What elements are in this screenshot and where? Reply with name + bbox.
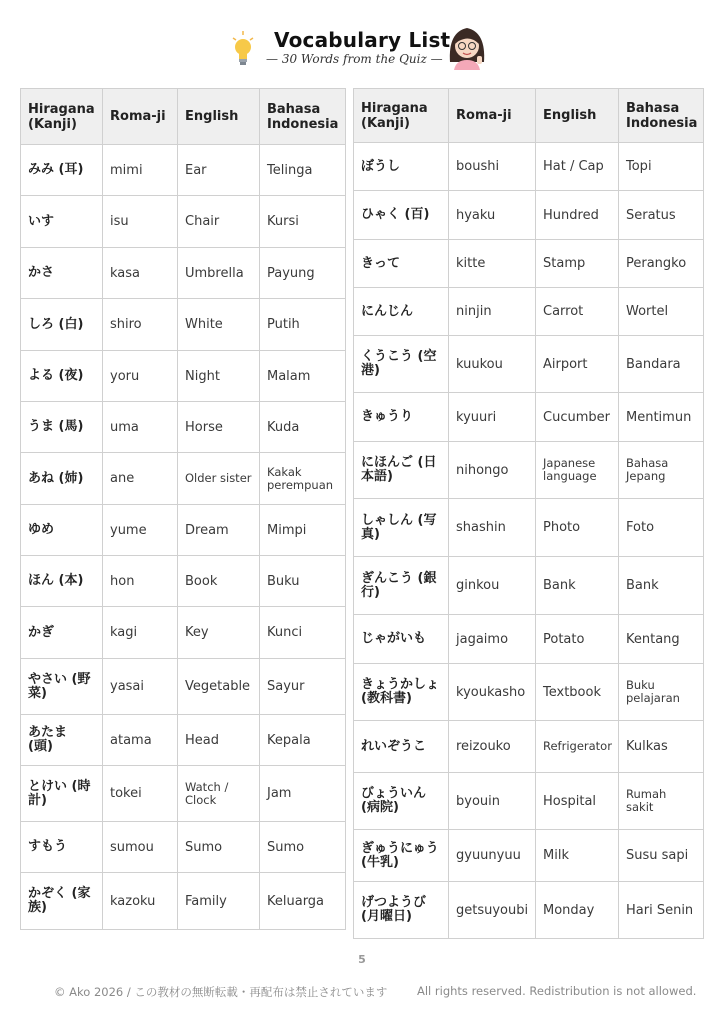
cell-bahasa: Kuda [260,402,346,453]
table-row [354,557,704,615]
cell-bahasa: Mimpi [260,505,346,556]
cell-bahasa: Kepala [260,715,346,766]
cell-romaji: yoru [103,351,178,402]
lightbulb-icon [230,30,256,70]
cell-romaji: kyoukasho [449,664,536,721]
cell-romaji: boushi [449,143,536,191]
cell-romaji: byouin [449,773,536,830]
cell-romaji: tokei [103,766,178,822]
table-row [354,830,704,882]
cell-romaji: hyaku [449,191,536,240]
cell-romaji: kagi [103,607,178,659]
cell-bahasa: Sumo [260,822,346,873]
cell-romaji: kyuuri [449,393,536,442]
footer-copyright: © Ako 2026 / この教材の無断転載・再配布は禁止されています [54,985,388,999]
cell-hiragana: きょうかしょ (教科書) [354,664,449,721]
cell-bahasa: Sayur [260,659,346,715]
table-row [21,248,346,299]
table-row [21,607,346,659]
cell-romaji: isu [103,196,178,248]
cell-english: Sumo [178,822,260,873]
column-header-bahasa: Bahasa Indonesia [260,89,346,145]
vocabulary-table-right [353,88,704,939]
cell-hiragana: くうこう (空港) [354,336,449,393]
cell-english: Hospital [536,773,619,830]
cell-english: Vegetable [178,659,260,715]
cell-hiragana: すもう [21,822,103,873]
cell-hiragana: かさ [21,248,103,299]
cell-hiragana: ぼうし [354,143,449,191]
cell-bahasa: Putih [260,299,346,351]
cell-romaji: kasa [103,248,178,299]
table-row [21,505,346,556]
cell-bahasa: Wortel [619,288,704,336]
cell-hiragana: にほんご (日本語) [354,442,449,499]
table-header-row [21,89,346,145]
cell-romaji: hon [103,556,178,607]
table-row [354,240,704,288]
cell-hiragana: げつようび (月曜日) [354,882,449,939]
cell-romaji: getsuyoubi [449,882,536,939]
cell-bahasa: Foto [619,499,704,557]
cell-bahasa: Keluarga [260,873,346,930]
cell-hiragana: ぎゅうにゅう (牛乳) [354,830,449,882]
cell-english: Dream [178,505,260,556]
cell-english: Milk [536,830,619,882]
cell-hiragana: れいぞうこ [354,721,449,773]
cell-bahasa: Bank [619,557,704,615]
table-row [21,766,346,822]
cell-english: Monday [536,882,619,939]
cell-romaji: sumou [103,822,178,873]
table-row [354,721,704,773]
cell-bahasa: Kulkas [619,721,704,773]
table-row [354,191,704,240]
cell-hiragana: ひゃく (百) [354,191,449,240]
column-header-romaji: Roma-ji [449,89,536,143]
cell-bahasa: Telinga [260,145,346,196]
cell-english: Japanese language [536,442,619,499]
cell-english: Airport [536,336,619,393]
cell-english: Potato [536,615,619,664]
column-header-english: English [178,89,260,145]
table-row [21,556,346,607]
page-header [0,22,724,72]
cell-bahasa: Buku [260,556,346,607]
table-row [21,659,346,715]
table-row [21,822,346,873]
cell-hiragana: かぎ [21,607,103,659]
cell-romaji: shiro [103,299,178,351]
cell-romaji: shashin [449,499,536,557]
cell-romaji: reizouko [449,721,536,773]
cell-hiragana: ぎんこう (銀行) [354,557,449,615]
cell-hiragana: うま (馬) [21,402,103,453]
cell-english: Horse [178,402,260,453]
cell-romaji: kuukou [449,336,536,393]
cell-hiragana: かぞく (家族) [21,873,103,930]
cell-hiragana: ゆめ [21,505,103,556]
cell-english: Photo [536,499,619,557]
cell-english: Textbook [536,664,619,721]
cell-romaji: ginkou [449,557,536,615]
vocabulary-table-left [20,88,346,930]
table-row [21,453,346,505]
cell-bahasa: Buku pelajaran [619,664,704,721]
cell-english: Book [178,556,260,607]
page-title: Vocabulary List [274,28,451,52]
cell-bahasa: Perangko [619,240,704,288]
cell-bahasa: Kunci [260,607,346,659]
cell-hiragana: とけい (時計) [21,766,103,822]
table-row [354,336,704,393]
teacher-avatar [444,22,490,70]
page-number: 5 [358,953,366,966]
cell-bahasa: Susu sapi [619,830,704,882]
cell-hiragana: あたま (頭) [21,715,103,766]
cell-english: White [178,299,260,351]
cell-hiragana: じゃがいも [354,615,449,664]
cell-english: Night [178,351,260,402]
cell-hiragana: ほん (本) [21,556,103,607]
cell-romaji: jagaimo [449,615,536,664]
cell-romaji: mimi [103,145,178,196]
cell-bahasa: Jam [260,766,346,822]
table-row [354,288,704,336]
cell-romaji: yume [103,505,178,556]
table-row [21,351,346,402]
cell-hiragana: やさい (野菜) [21,659,103,715]
cell-english: Key [178,607,260,659]
table-row [21,715,346,766]
cell-english: Family [178,873,260,930]
table-row [354,615,704,664]
cell-hiragana: びょういん (病院) [354,773,449,830]
cell-bahasa: Bahasa Jepang [619,442,704,499]
cell-english: Bank [536,557,619,615]
table-header-row [354,89,704,143]
cell-english: Hundred [536,191,619,240]
cell-bahasa: Kursi [260,196,346,248]
table-row [21,402,346,453]
cell-bahasa: Kakak perempuan [260,453,346,505]
column-header-hiragana: Hiragana (Kanji) [21,89,103,145]
cell-bahasa: Bandara [619,336,704,393]
column-header-hiragana: Hiragana (Kanji) [354,89,449,143]
column-header-english: English [536,89,619,143]
table-row [21,196,346,248]
cell-english: Older sister [178,453,260,505]
table-row [354,393,704,442]
table-row [354,143,704,191]
table-row [21,873,346,930]
cell-romaji: ninjin [449,288,536,336]
table-row [354,882,704,939]
cell-romaji: gyuunyuu [449,830,536,882]
cell-english: Chair [178,196,260,248]
cell-romaji: yasai [103,659,178,715]
cell-hiragana: いす [21,196,103,248]
cell-english: Stamp [536,240,619,288]
table-row [354,499,704,557]
cell-romaji: nihongo [449,442,536,499]
cell-bahasa: Malam [260,351,346,402]
cell-english: Carrot [536,288,619,336]
column-header-bahasa: Bahasa Indonesia [619,89,704,143]
cell-english: Head [178,715,260,766]
cell-romaji: atama [103,715,178,766]
cell-romaji: kazoku [103,873,178,930]
cell-romaji: ane [103,453,178,505]
cell-hiragana: しろ (白) [21,299,103,351]
cell-english: Refrigerator [536,721,619,773]
cell-bahasa: Kentang [619,615,704,664]
table-row [354,664,704,721]
cell-bahasa: Rumah sakit [619,773,704,830]
table-row [21,145,346,196]
cell-hiragana: あね (姉) [21,453,103,505]
table-row [354,442,704,499]
column-header-romaji: Roma-ji [103,89,178,145]
cell-hiragana: よる (夜) [21,351,103,402]
footer-rights: All rights reserved. Redistribution is not allowed. [417,984,697,998]
cell-english: Umbrella [178,248,260,299]
cell-english: Ear [178,145,260,196]
table-row [354,773,704,830]
cell-bahasa: Seratus [619,191,704,240]
cell-bahasa: Mentimun [619,393,704,442]
cell-english: Watch / Clock [178,766,260,822]
page-subtitle: — 30 Words from the Quiz — [266,52,443,66]
cell-bahasa: Hari Senin [619,882,704,939]
cell-bahasa: Payung [260,248,346,299]
cell-english: Cucumber [536,393,619,442]
cell-hiragana: にんじん [354,288,449,336]
cell-english: Hat / Cap [536,143,619,191]
table-row [21,299,346,351]
cell-romaji: uma [103,402,178,453]
cell-bahasa: Topi [619,143,704,191]
cell-hiragana: きゅうり [354,393,449,442]
cell-hiragana: しゃしん (写真) [354,499,449,557]
cell-hiragana: みみ (耳) [21,145,103,196]
cell-hiragana: きって [354,240,449,288]
cell-romaji: kitte [449,240,536,288]
